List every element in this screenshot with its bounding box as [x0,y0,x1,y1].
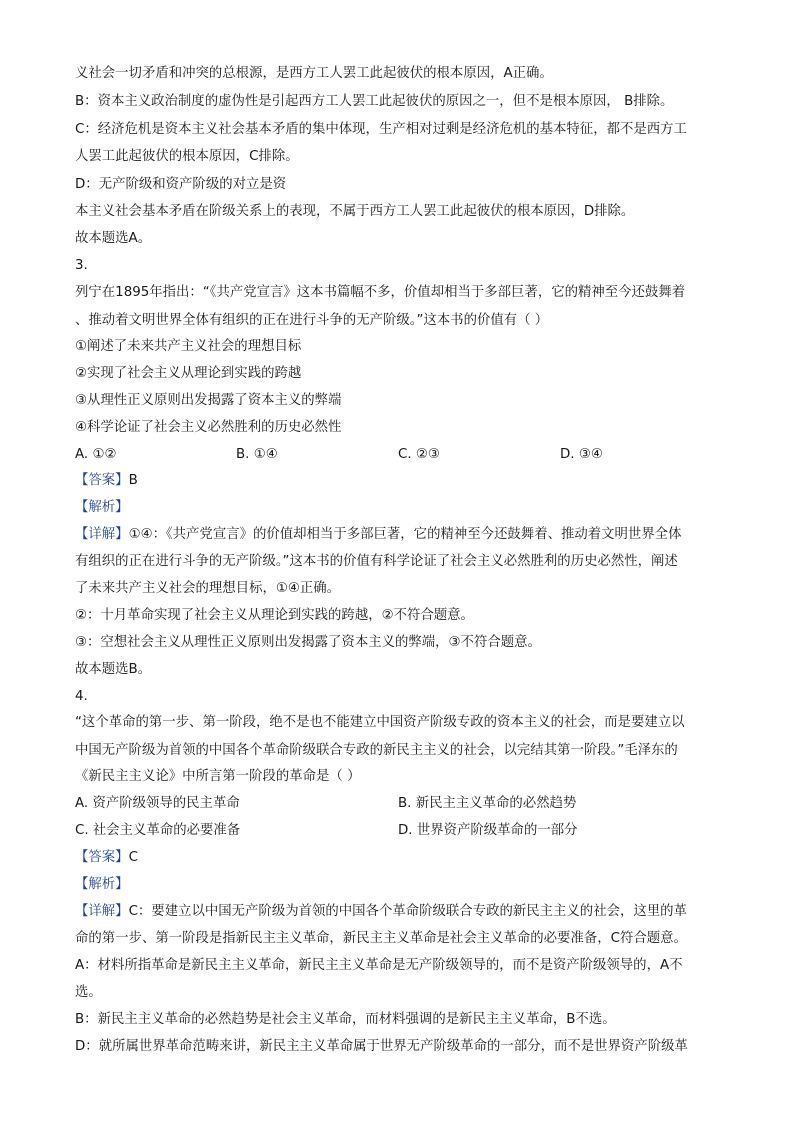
detail-line: D：就所属世界革命范畴来讲，新民主主义革命属于世界无产阶级革命的一部分，而不是世界资产阶级革 [75,1039,688,1054]
answer-line [75,471,725,491]
option-d: D. ③④ [560,447,603,462]
analysis-tag: 【解析】 [75,500,129,515]
text-line: 故本题选A。 [75,231,152,246]
question-number: 4. [75,689,88,704]
statement-item: ③从理性正义原则出发揭露了资本主义的弊端 [75,393,342,408]
question-stem: 、推动着文明世界全体有组织的正在进行斗争的无产阶级。”这本书的价值有（ ） [75,313,549,328]
text-line: 义社会一切矛盾和冲突的总根源，是西方工人罢工此起彼伏的根本原因，A正确。 [75,66,553,81]
statement-item: ④科学论证了社会主义必然胜利的历史必然性 [75,420,342,435]
text-line: 本主义社会基本矛盾在阶级关系上的表现，不属于西方工人罢工此起彼伏的根本原因，D排除。 [75,204,635,219]
detail-tag: 【详解】 [75,904,129,919]
text-line: B：资本主义政治制度的虚伪性是引起西方工人罢工此起彼伏的原因之一，但不是根本原因， B排除。 [75,94,674,109]
detail-line: ③：空想社会主义从理性正义原则出发揭露了资本主义的弊端，③不符合题意。 [75,635,541,650]
text-line: C：经济危机是资本主义社会基本矛盾的集中体现，生产相对过剩是经济危机的基本特征，都不是西方工 [75,122,687,137]
option-a: A. 资产阶级领导的民主革命 [75,796,240,811]
detail-text: C：要建立以中国无产阶级为首领的中国各个革命阶级联合专政的新民主主义的社会，这里的革 [128,904,687,919]
option-c: C. ②③ [398,447,440,462]
detail-text: ①④：《共产党宣言》的价值却相当于多部巨著，它的精神至今还鼓舞着、推动着文明世界全体 [128,527,682,542]
analysis-tag: 【解析】 [75,877,129,892]
answer-tag: 【答案】 [75,473,129,488]
text-line: 人罢工此起彼伏的根本原因，C排除。 [75,149,299,164]
question-stem: 中国无产阶级为首领的中国各个革命阶级联合专政的新民主主义的社会，以完结其第一阶段。”毛泽东的 [75,743,678,758]
text-line: D：无产阶级和资产阶级的对立是资 [75,177,287,192]
detail-line: ②：十月革命实现了社会主义从理论到实践的跨越，②不符合题意。 [75,608,474,623]
answer-tag: 【答案】 [75,850,129,865]
detail-line: 选。 [75,985,102,1000]
question-number: 3. [75,258,88,273]
detail-line: 了未来共产主义社会的理想目标，①④正确。 [75,581,341,596]
option-d: D. 世界资产阶级革命的一部分 [398,823,578,838]
question-stem: 列宁在1895年指出：“《共产党宣言》这本书篇幅不多，价值却相当于多部巨著，它的精神至今还鼓舞着 [75,285,686,300]
answer-value: C [128,850,138,865]
detail-line [75,902,725,922]
option-b: B. ①④ [236,447,278,462]
detail-line [75,525,725,545]
option-b: B. 新民主主义革命的必然趋势 [398,796,577,811]
statement-item: ②实现了社会主义从理论到实践的跨越 [75,366,302,381]
statement-item: ①阐述了未来共产主义社会的理想目标 [75,339,302,354]
answer-line [75,848,725,868]
option-a: A. ①② [75,447,117,462]
detail-line: A：材料所指革命是新民主主义革命，新民主主义革命是无产阶级领导的，而不是资产阶级领导的，A不 [75,958,683,973]
answer-value: B [128,473,138,488]
detail-line: B：新民主主义革命的必然趋势是社会主义革命，而材料强调的是新民主主义革命，B不选。 [75,1012,616,1027]
question-stem: 《新民主主义论》中所言第一阶段的革命是（ ） [75,769,361,784]
option-c: C. 社会主义革命的必要准备 [75,823,241,838]
detail-tag: 【详解】 [75,527,129,542]
detail-line: 命的第一步、第一阶段是指新民主主义革命，新民主主义革命是社会主义革命的必要准备，C符合题意。 [75,931,687,946]
detail-line: 故本题选B。 [75,662,152,677]
detail-line: 有组织的正在进行斗争的无产阶级。”这本书的价值有科学论证了社会主义必然胜利的历史必然性，阐述 [75,554,678,569]
question-stem: “这个革命的第一步、第一阶段，绝不是也不能建立中国资产阶级专政的资本主义的社会，而是要建立以 [75,715,685,730]
